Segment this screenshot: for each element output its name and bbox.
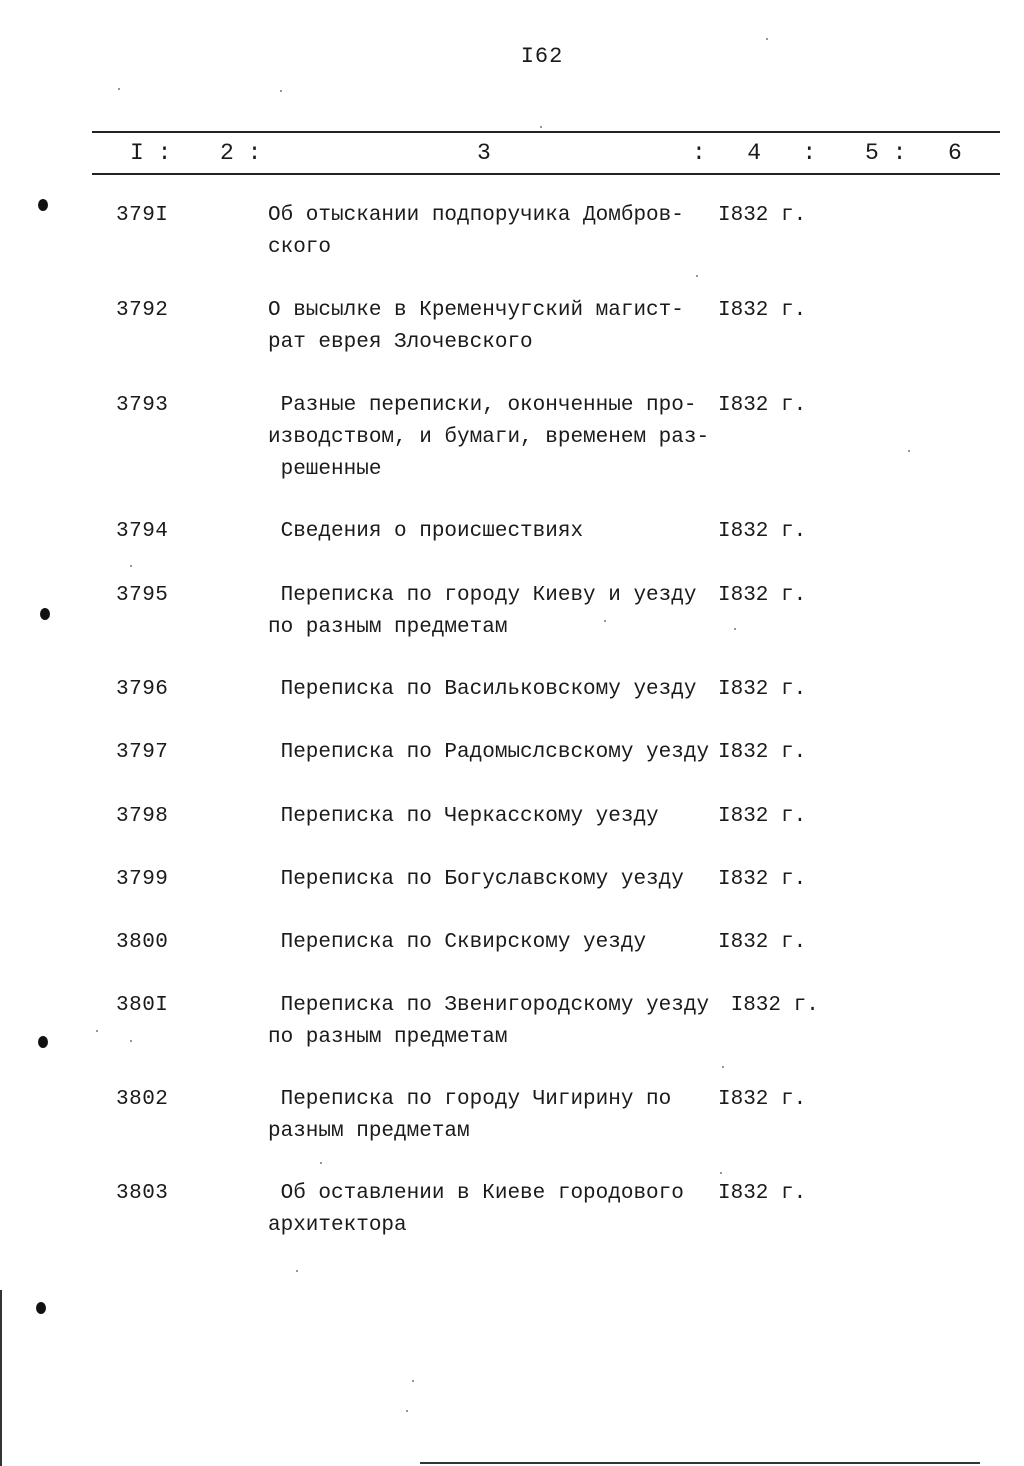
scan-speck [720, 1172, 722, 1174]
scan-edge-line [0, 1290, 2, 1466]
file-description: Сведения о происшествиях [268, 520, 584, 543]
scan-speck [766, 38, 768, 40]
file-description: Переписка по городу Киеву и уезду по разным предметам [268, 584, 697, 639]
file-number: 3799 [116, 868, 169, 891]
scan-speck [280, 90, 282, 92]
file-description: О высылке в Кременчугский магист- рат еврея Злочевского [268, 299, 684, 354]
file-number: 3802 [116, 1088, 169, 1111]
file-number: 3792 [116, 299, 169, 322]
file-description: Об оставлении в Киеве городового архитектора [268, 1182, 684, 1237]
file-number: 3800 [116, 931, 169, 954]
scan-speck [130, 1040, 132, 1042]
file-year: I832 г. [718, 741, 807, 764]
scan-speck [722, 1066, 724, 1068]
file-year: I832 г. [718, 520, 807, 543]
scan-speck [96, 1030, 98, 1032]
scan-speck [908, 450, 910, 452]
file-description: Переписка по Радомыслсвскому уезду [268, 741, 710, 764]
scan-speck [406, 1410, 408, 1412]
file-number: 3795 [116, 584, 169, 607]
file-description: Об отыскании подпоручика Домбров- ского [268, 204, 684, 259]
file-year: I832 г. [718, 584, 807, 607]
file-year: I832 г. [718, 931, 807, 954]
file-number: 379I [116, 204, 169, 227]
scan-speck [540, 126, 542, 128]
file-year: I832 г. [718, 1182, 807, 1205]
file-description: Переписка по Сквирскому уезду [268, 931, 647, 954]
binder-hole-mark [38, 1036, 48, 1048]
header-col-2: 2 : [220, 140, 262, 166]
file-number: 3803 [116, 1182, 169, 1205]
header-col-4: : 4 : [692, 140, 817, 166]
file-description: Переписка по Черкасскому уезду [268, 805, 659, 828]
file-description: Переписка по Богуславскому уезду [268, 868, 684, 891]
scan-speck [130, 565, 132, 567]
scan-speck [320, 1162, 322, 1164]
file-description: Переписка по городу Чигирину по разным предметам [268, 1088, 672, 1143]
scan-speck [734, 628, 736, 630]
file-year: I832 г. [718, 1088, 807, 1111]
file-number: 3796 [116, 678, 169, 701]
file-number: 3797 [116, 741, 169, 764]
scan-edge-line [420, 1462, 980, 1464]
scan-speck [604, 620, 606, 622]
file-year: I832 г. [718, 994, 819, 1017]
file-description: Переписка по Васильковскому уезду [268, 678, 697, 701]
file-year: I832 г. [718, 299, 807, 322]
file-year: I832 г. [718, 204, 807, 227]
header-col-1: I : [130, 140, 172, 166]
table-top-rule [92, 131, 1000, 133]
binder-hole-mark [38, 199, 48, 211]
file-year: I832 г. [718, 805, 807, 828]
header-col-6: 6 [948, 140, 962, 166]
file-year: I832 г. [718, 868, 807, 891]
scan-speck [296, 1270, 298, 1272]
file-year: I832 г. [718, 394, 807, 417]
binder-hole-mark [40, 608, 50, 620]
file-description: Переписка по Звенигородскому уезду по разным предметам [268, 994, 710, 1049]
file-number: 3794 [116, 520, 169, 543]
scan-speck [696, 275, 698, 277]
file-description: Разные переписки, оконченные про- изводством, и бумаги, временем раз- решенные [268, 394, 710, 481]
binder-hole-mark [36, 1302, 46, 1314]
file-year: I832 г. [718, 678, 807, 701]
header-col-5: 5 : [865, 140, 907, 166]
file-number: 3793 [116, 394, 169, 417]
page-number: I62 [520, 44, 564, 69]
file-number: 3798 [116, 805, 169, 828]
header-col-3: 3 [477, 140, 491, 166]
scan-speck [118, 88, 120, 90]
scan-speck [412, 1380, 414, 1382]
file-number: 380I [116, 994, 169, 1017]
table-header-rule [92, 173, 1000, 175]
